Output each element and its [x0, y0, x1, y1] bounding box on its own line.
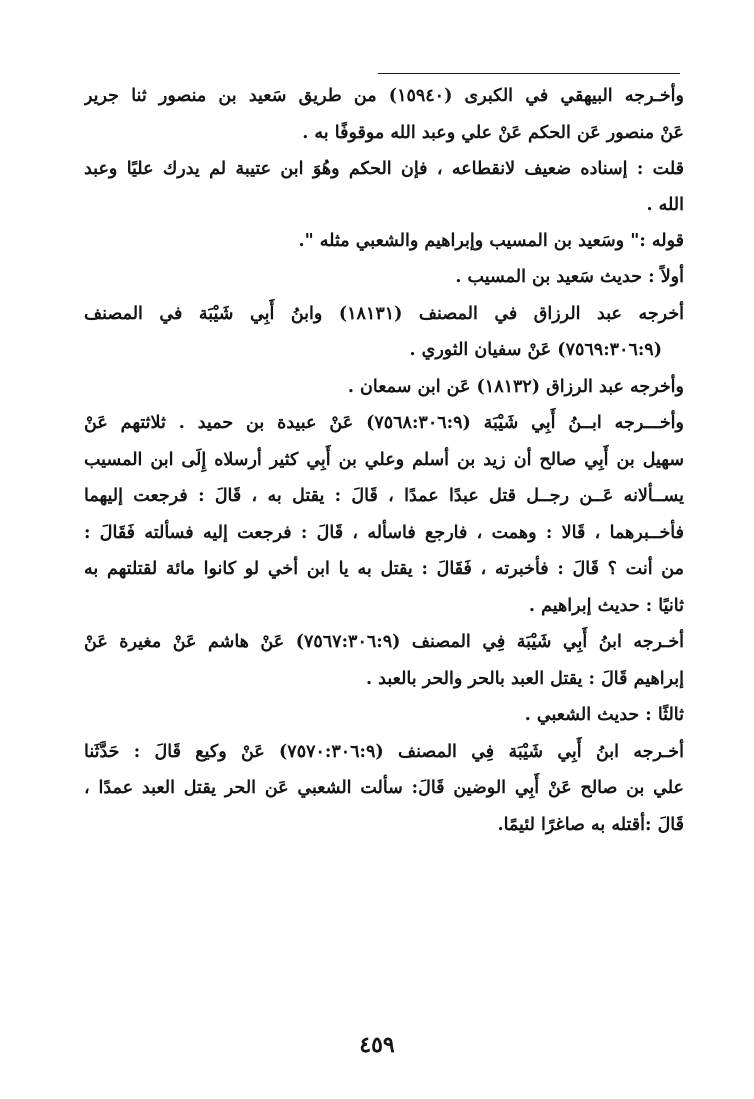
text-line: ثانيًا : حديث إبراهيم . [528, 595, 684, 616]
page-number: ٤٥٩ [359, 1032, 395, 1058]
text-line: أولاً : حديث سَعيد بن المسيب . [455, 267, 684, 287]
text-line: أخـرجه ابنُ أَبِي شَيْبَة فِي المصنف (٧٥٦٧:٣٠٦:٩) عَنْ هاشم عَنْ مغيرة عَنْ [84, 632, 684, 652]
footnote-separator-rule [378, 73, 680, 74]
text-line: وأخرجه عبد الرزاق (١٨١٣٢) عَن ابن سمعان . [347, 376, 684, 397]
text-line: ثالثًا : حديث الشعبي . [524, 705, 684, 725]
text-line: (٧٥٦٩:٣٠٦:٩) عَنْ سفيان الثوري . [409, 340, 662, 360]
text-line: فأخــبرهما ، قَالا : وهمت ، فارجع فاسأله ، قَالَ : فرجعت إليه فسألته فَقَالَ : [84, 522, 684, 543]
text-line: عَنْ منصور عَن الحكم عَنْ علي وعبد الله موقوفًا به . [302, 122, 684, 143]
text-line: قوله :" وسَعيد بن المسيب وإبراهيم والشعبي مثله ". [298, 230, 684, 251]
text-line: وأخـرجه البيهقي في الكبرى (١٥٩٤٠) من طريق سَعيد بن منصور ثنا جرير [84, 86, 684, 106]
text-line: الله . [646, 194, 684, 215]
text-line: من أنت ؟ قَالَ : فأخبرته ، فَقَالَ : يقتل به يا ابن أخي لو كانوا مائة لقتلتهم به [84, 559, 684, 579]
text-line: وأخـــرجه ابــنُ أَبِي شَيْبَة (٧٥٦٨:٣٠٦:٩) عَنْ عبيدة بن حميد . ثلاثتهم عَنْ [84, 413, 684, 433]
text-line: إبراهيم قَالَ : يقتل العبد بالحر والحر بالعبد . [366, 668, 684, 689]
text-line: أخرجه عبد الرزاق في المصنف (١٨١٣١) وابنُ أَبِي شَيْبَة في المصنف [84, 303, 684, 324]
text-line: يســألانه عَــن رجــل قتل عبدًا عمدًا ، قَالَ : يقتل به ، قَالَ : فرجعت إليهما [84, 486, 684, 506]
text-line: أخـرجه ابنُ أَبِي شَيْبَة فِي المصنف (٧٥٧٠:٣٠٦:٩) عَنْ وكيع قَالَ : حَدَّثَنا [84, 741, 684, 762]
text-line: علي بن صالح عَنْ أَبِي الوضين قَالَ: سألت الشعبي عَن الحر يقتل العبد عمدًا ، [84, 778, 684, 798]
text-line: سهيل بن أَبِي صالح أن زيد بن أسلم وعلي بن أَبِي كثير أرسلاه إِلَى ابن المسيب [84, 449, 684, 470]
text-line: قَالَ :أقتله به صاغرًا لئيمًا. [497, 814, 684, 835]
page-body-text [84, 78, 684, 843]
text-line: قلت : إسناده ضعيف لانقطاعه ، فإن الحكم وهُوَ ابن عتيبة لم يدرك عليًا وعبد [84, 159, 684, 179]
